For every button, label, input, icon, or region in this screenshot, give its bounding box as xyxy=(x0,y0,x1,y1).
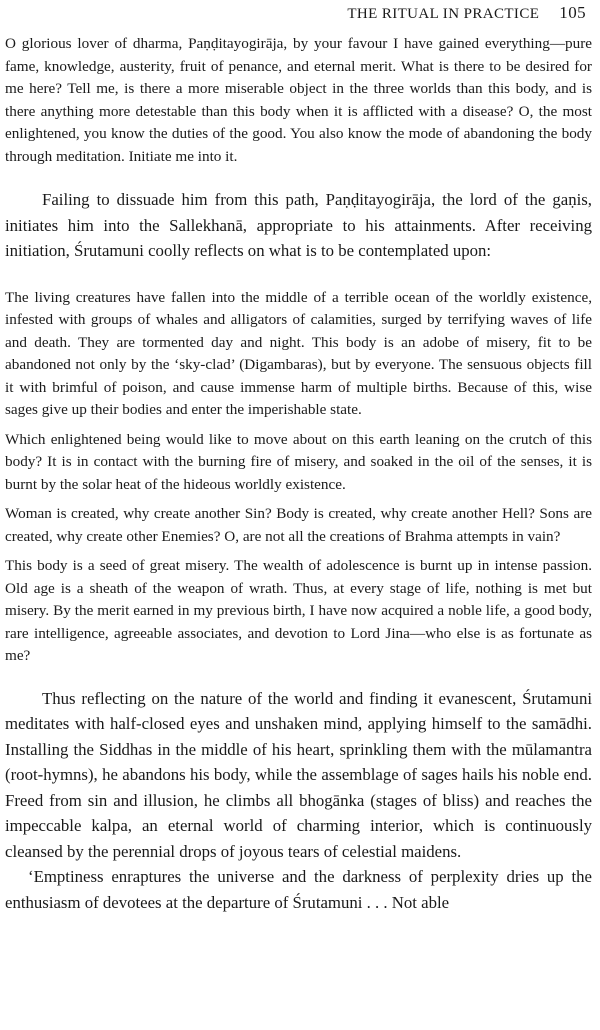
body-text xyxy=(5,33,592,915)
paragraph: Failing to dissuade him from this path, Paṇḍitayogirāja, the lord of the gaṇis, initiates him into the Sallekhanā, appropriate to his attainments. After receiving initiation, Śrutamuni coolly reflects on what is to be contemplated upon: xyxy=(5,190,592,260)
block-quote: This body is a seed of great misery. The wealth of adolescence is burnt up in intense passion. Old age is a sheath of the weapon of wrath. Thus, at every stage of life, nothing is met but misery. By the merit earned in my previous birth, I have now acquired a noble life, a good body, rare intelligence, agreeable associates, and devotion to Lord Jina—who else is as fortunate as me? xyxy=(5,557,592,664)
block-quote: Which enlightened being would like to move about on this earth leaning on the crutch of this body? It is in contact with the burning fire of misery, and soaked in the oil of the senses, it is burnt by the solar heat of the hideous worldly existence. xyxy=(5,430,592,493)
page-number: 105 xyxy=(559,3,586,22)
paragraph: ‘Emptiness enraptures the universe and the darkness of perplexity dries up the enthusiasm of devotees at the departure of Śrutamuni . . . Not able xyxy=(5,867,592,912)
block-quote: Woman is created, why create another Sin? Body is created, why create another Hell? Sons are created, why create other Enemies? O, are not all the creations of Brahma attempts in vain? xyxy=(5,505,592,545)
block-quote: The living creatures have fallen into the middle of a terrible ocean of the worldly existence, infested with groups of whales and alligators of calamities, surged by terrifying waves of life and death. They are tormented day and night. This body is an adobe of misery, fit to be abandoned not only by the ‘sky-clad’ (Digambaras), but by everyone. The sensuous objects fill it with brimful of poison, and cause immense harm of multiple births. Because of this, wise sages give up their bodies and enter the imperishable state. xyxy=(5,288,592,418)
running-head-title: THE RITUAL IN PRACTICE xyxy=(347,6,540,22)
paragraph: Thus reflecting on the nature of the world and finding it evanescent, Śrutamuni meditates with half-closed eyes and unshaken mind, applying himself to the samādhi. Installing the Siddhas in the middle of his heart, sprinkling them with the mūlamantra (root-hymns), he abandons his body, while the assemblage of sages hails his noble end. Freed from sin and illusion, he climbs all bhogānka (stages of bliss) and reaches the impeccable kalpa, an eternal world of charming interior, which is continuously cleansed by the perennial drops of joyous tears of celestial maidens. xyxy=(5,688,592,861)
running-head xyxy=(347,3,586,25)
block-quote: O glorious lover of dharma, Paṇḍitayogirāja, by your favour I have gained everything—pure fame, knowledge, austerity, fruit of penance, and eternal merit. What is there to be desired for me here? Tell me, is there a more miserable object in the three worlds than this body, and is there anything more detestable than this body when it is afflicted with a disease? O, the most enlightened, you know the duties of the good. You also know the mode of abandoning the body through meditation. Initiate me into it. xyxy=(5,35,592,165)
